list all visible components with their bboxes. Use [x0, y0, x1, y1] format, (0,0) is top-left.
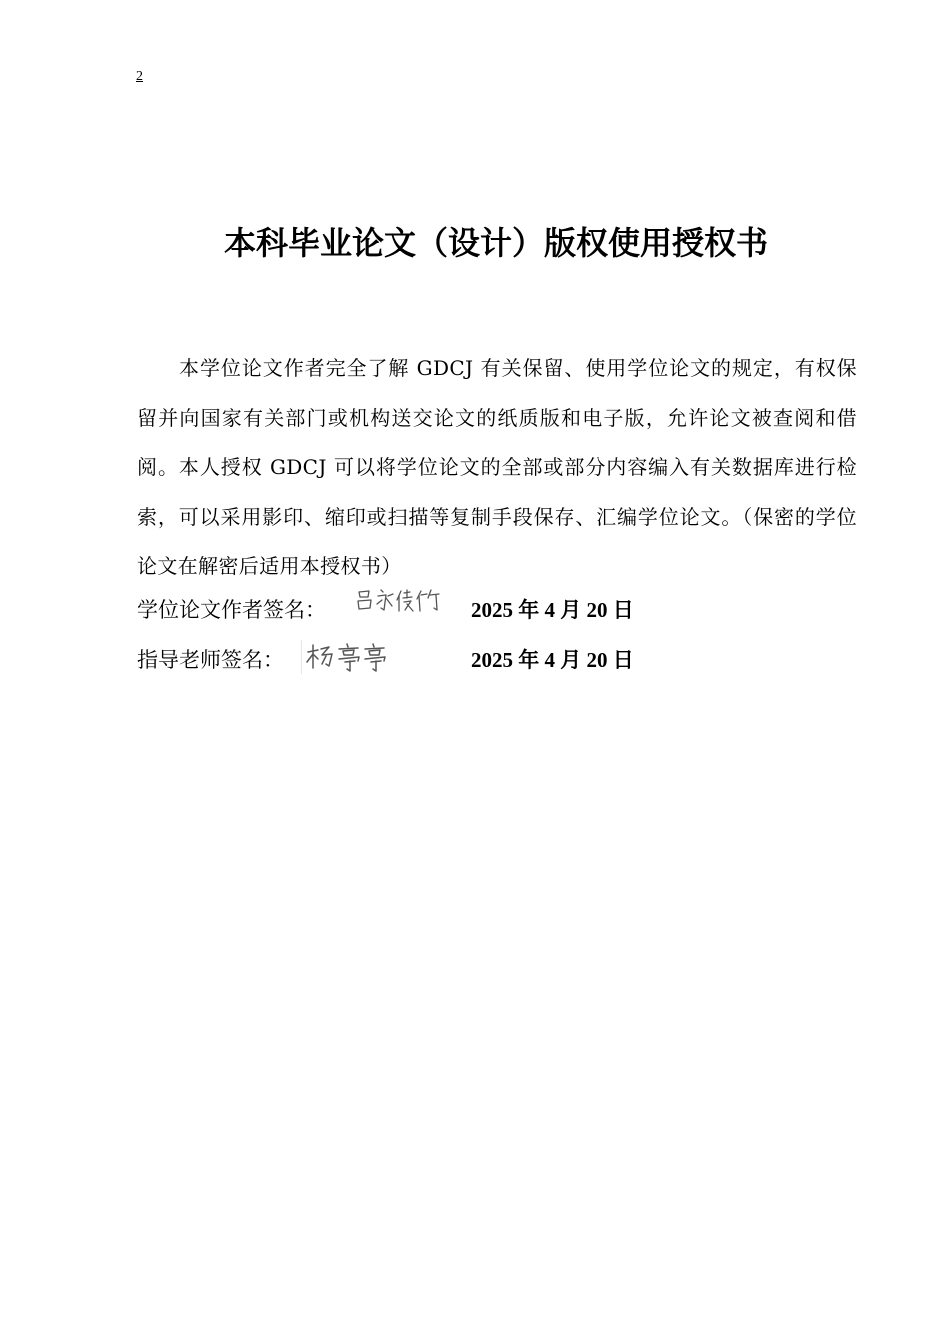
advisor-signature-label: 指导老师签名：: [137, 648, 284, 672]
advisor-signature-date: 2025 年 4 月 20 日: [471, 648, 634, 672]
page-number: 2: [136, 69, 143, 84]
author-handwritten-signature: [355, 586, 447, 616]
advisor-handwritten-signature: [301, 640, 398, 674]
advisor-signature-row: [137, 640, 857, 680]
author-signature-date: 2025 年 4 月 20 日: [471, 598, 634, 622]
author-signature-label: 学位论文作者签名：: [137, 598, 326, 622]
page-title: 本科毕业论文（设计）版权使用授权书: [223, 224, 768, 262]
authorization-paragraph: 本学位论文作者完全了解 GDCJ 有关保留、使用学位论文的规定，有权保留并向国家有关部门或机构送交论文的纸质版和电子版，允许论文被查阅和借阅。本人授权 GDCJ 可以将学位论文的全部或部分内容编入有关数据库进行检索，可以采用影印、缩印或扫描等复制手段保存、汇编学位论文。（保密的学位论文在解密后适用本授权书）: [137, 356, 857, 578]
author-signature-row: [137, 590, 857, 630]
